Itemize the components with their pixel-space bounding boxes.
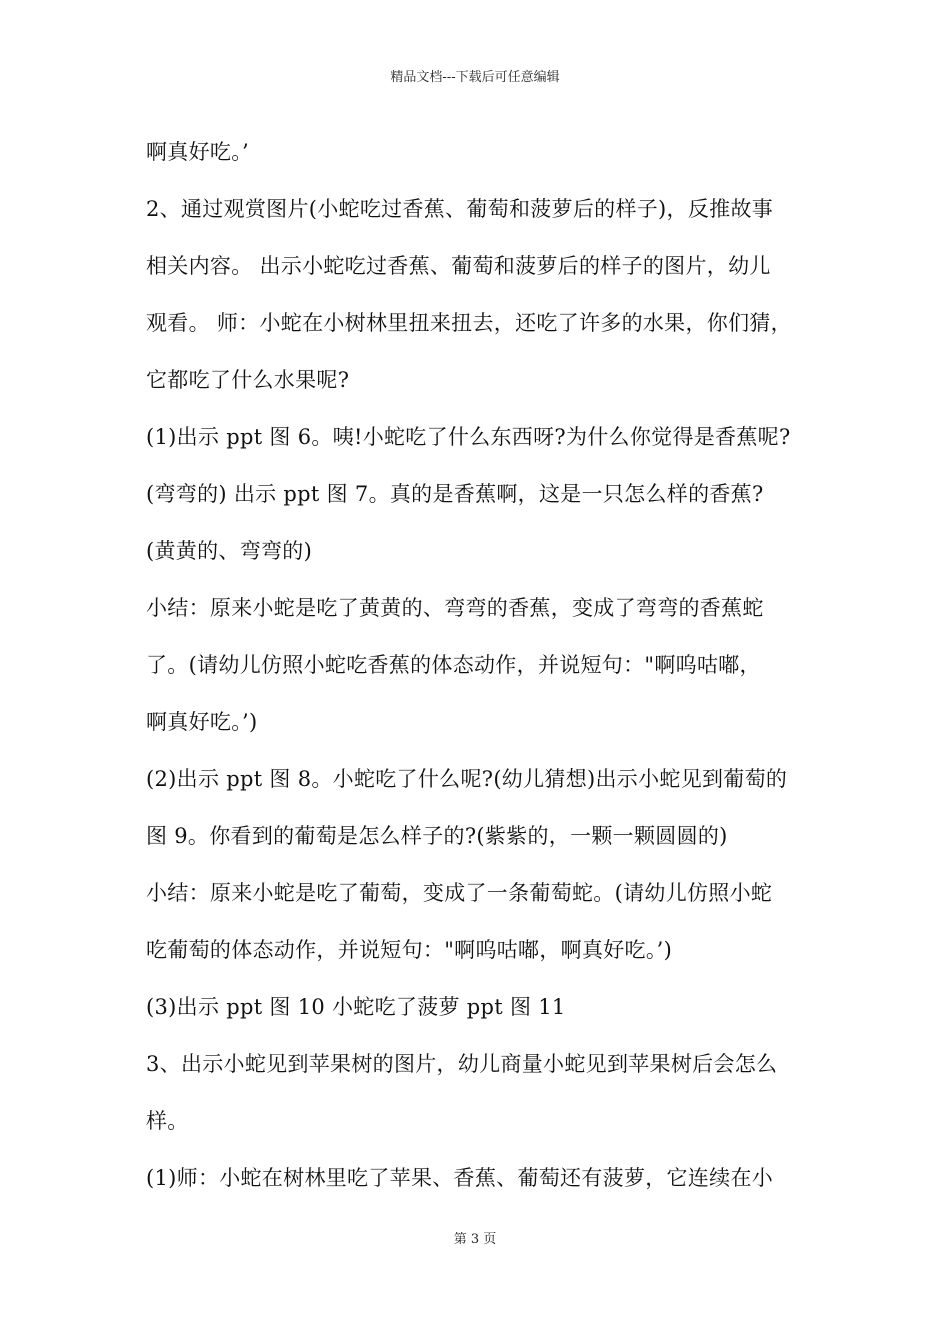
body-line: 啊真好吃。’) [146,710,258,734]
body-line: (黄黄的、弯弯的) [146,539,313,563]
body-line: 3、出示小蛇见到苹果树的图片，幼儿商量小蛇见到苹果树后会怎么 [146,1052,778,1076]
body-line: 啊真好吃。’ [146,140,249,164]
body-line: (弯弯的) 出示 ppt 图 7。真的是香蕉啊，这是一只怎么样的香蕉? [146,482,764,506]
body-line: 小结：原来小蛇是吃了黄黄的、弯弯的香蕉，变成了弯弯的香蕉蛇 [146,596,764,620]
body-line: 吃葡萄的体态动作，并说短句："啊呜咕嘟，啊真好吃。’) [146,938,673,962]
body-line: 样。 [146,1109,189,1133]
body-line: 它都吃了什么水果呢? [146,368,350,392]
body-line: 图 9。你看到的葡萄是怎么样子的?(紫紫的，一颗一颗圆圆的) [146,824,728,848]
body-line: (1)师：小蛇在树林里吃了苹果、香蕉、葡萄还有菠萝，它连续在小 [146,1166,774,1190]
body-line: 2、通过观赏图片(小蛇吃过香蕉、葡萄和菠萝后的样子)，反推故事 [146,197,774,221]
page-number: 第 3 页 [453,1232,497,1247]
body-line: (3)出示 ppt 图 10 小蛇吃了菠萝 ppt 图 11 [146,995,566,1019]
body-line: 了。(请幼儿仿照小蛇吃香蕉的体态动作，并说短句："啊呜咕嘟， [146,653,761,677]
body-line: 相关内容。 出示小蛇吃过香蕉、葡萄和菠萝后的样子的图片，幼儿 [146,254,771,278]
body-line: (1)出示 ppt 图 6。咦!小蛇吃了什么东西呀?为什么你觉得是香蕉呢? [146,425,791,449]
body-line: 小结：原来小蛇是吃了葡萄，变成了一条葡萄蛇。(请幼儿仿照小蛇 [146,881,773,905]
document-body [146,126,826,1209]
body-line: (2)出示 ppt 图 8。小蛇吃了什么呢?(幼儿猜想)出示小蛇见到葡萄的 [146,767,788,791]
page-header: 精品文档---下载后可任意编辑 [390,70,560,85]
body-line: 观看。 师：小蛇在小树林里扭来扭去，还吃了许多的水果，你们猜， [146,311,792,335]
